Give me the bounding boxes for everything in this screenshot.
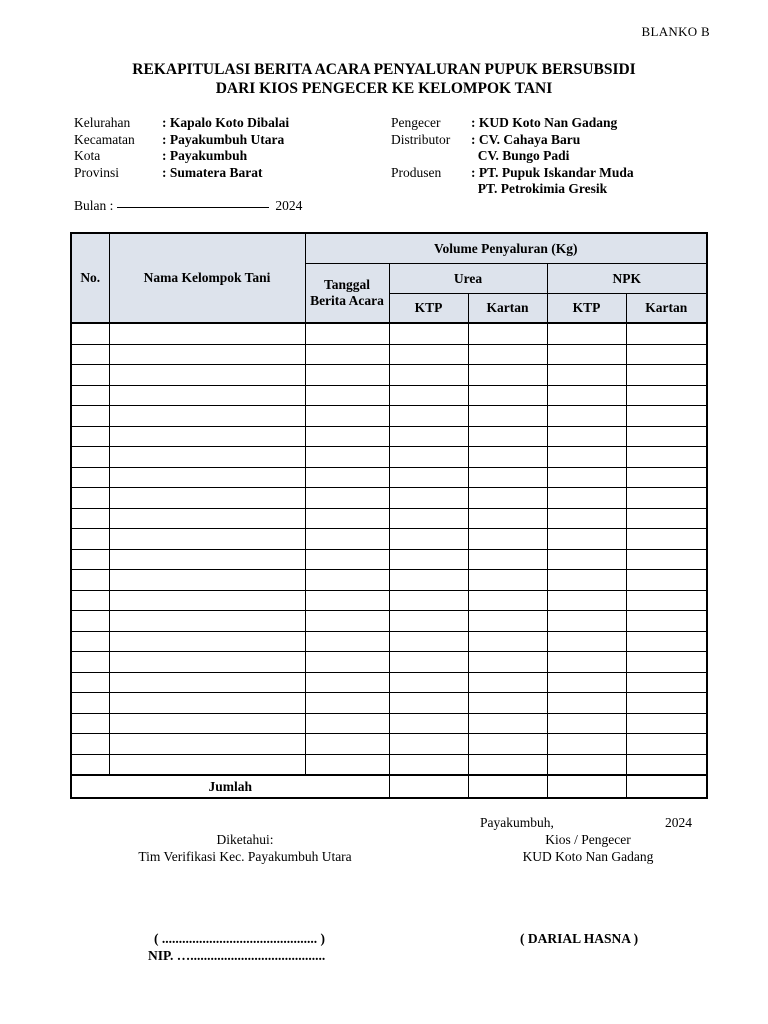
table-cell[interactable] (389, 693, 468, 714)
table-cell[interactable] (468, 693, 547, 714)
table-cell[interactable] (389, 365, 468, 386)
table-row (71, 488, 707, 509)
table-cell[interactable] (626, 652, 707, 673)
table-cell[interactable] (626, 590, 707, 611)
info-value: : Kapalo Koto Dibalai (162, 115, 290, 130)
table-cell[interactable] (109, 426, 305, 447)
table-cell[interactable] (109, 734, 305, 755)
table-row (71, 406, 707, 427)
table-row (71, 529, 707, 550)
signatory-nip-blank: NIP. …........................................ (148, 948, 326, 963)
table-cell[interactable] (71, 508, 109, 529)
table-cell[interactable] (389, 549, 468, 570)
table-cell[interactable] (71, 426, 109, 447)
total-label: Jumlah (71, 775, 389, 798)
info-label: Distributor (391, 131, 451, 147)
table-cell[interactable] (305, 508, 389, 529)
table-cell[interactable] (71, 570, 109, 591)
table-cell[interactable] (468, 713, 547, 734)
table-cell[interactable] (305, 611, 389, 632)
table-cell[interactable] (626, 467, 707, 488)
table-cell[interactable] (109, 529, 305, 550)
info-label: Kecamatan (74, 131, 135, 147)
table-cell[interactable] (547, 631, 626, 652)
header-npk-ktp: KTP (547, 294, 626, 324)
table-row (71, 570, 707, 591)
info-row-distributor (391, 132, 634, 149)
table-cell[interactable] (547, 447, 626, 468)
table-cell[interactable] (547, 344, 626, 365)
table-cell[interactable] (305, 693, 389, 714)
table-cell[interactable] (109, 447, 305, 468)
signatory-name-blank: ( .............................................. ) (154, 931, 325, 946)
info-row-produsen (391, 165, 634, 182)
info-label: Kota (74, 148, 101, 164)
table-cell[interactable] (305, 385, 389, 406)
table-cell[interactable] (71, 713, 109, 734)
table-cell[interactable] (389, 488, 468, 509)
table-cell[interactable] (109, 406, 305, 427)
table-cell[interactable] (71, 365, 109, 386)
table-cell[interactable] (71, 734, 109, 755)
header-nama-kelompok-tani: Nama Kelompok Tani (109, 233, 305, 323)
table-cell[interactable] (71, 488, 109, 509)
table-cell[interactable] (626, 447, 707, 468)
table-cell[interactable] (468, 529, 547, 550)
table-cell[interactable] (71, 406, 109, 427)
table-cell[interactable] (71, 631, 109, 652)
table-cell[interactable] (305, 590, 389, 611)
info-value: CV. Bungo Padi (471, 148, 570, 164)
info-row-kelurahan (74, 115, 289, 132)
table-row (71, 549, 707, 570)
table-cell[interactable] (389, 467, 468, 488)
table-cell[interactable] (109, 365, 305, 386)
info-value: : Payakumbuh (162, 148, 248, 164)
sig-left-line-1: Diketahui: (216, 832, 274, 847)
total-cell[interactable] (389, 775, 468, 798)
table-cell[interactable] (389, 406, 468, 427)
month-year: 2024 (275, 198, 303, 213)
table-cell[interactable] (626, 570, 707, 591)
info-value: : Sumatera Barat (162, 164, 263, 180)
info-row-kota (74, 148, 289, 165)
header-npk: NPK (547, 264, 707, 294)
distribution-table (70, 232, 708, 799)
table-cell[interactable] (626, 529, 707, 550)
table-cell[interactable] (305, 447, 389, 468)
table-cell[interactable] (547, 652, 626, 673)
table-cell[interactable] (305, 754, 389, 775)
total-row (71, 775, 707, 798)
table-cell[interactable] (305, 549, 389, 570)
header-npk-kartan: Kartan (626, 294, 707, 324)
table-cell[interactable] (305, 406, 389, 427)
table-cell[interactable] (71, 529, 109, 550)
header-volume-penyaluran: Volume Penyaluran (Kg) (305, 233, 707, 264)
table-cell[interactable] (547, 365, 626, 386)
header-urea: Urea (389, 264, 547, 294)
table-cell[interactable] (305, 529, 389, 550)
table-cell[interactable] (547, 549, 626, 570)
info-label (391, 148, 471, 165)
title-line-2: DARI KIOS PENGECER KE KELOMPOK TANI (215, 80, 553, 97)
document-title (0, 60, 768, 98)
table-cell[interactable] (305, 734, 389, 755)
table-cell[interactable] (109, 693, 305, 714)
info-value: : PT. Pupuk Iskandar Muda (471, 164, 634, 180)
table-cell[interactable] (71, 385, 109, 406)
table-cell[interactable] (389, 672, 468, 693)
table-cell[interactable] (389, 570, 468, 591)
table-cell[interactable] (547, 693, 626, 714)
table-cell[interactable] (547, 570, 626, 591)
table-cell[interactable] (71, 447, 109, 468)
info-row-pengecer (391, 115, 634, 132)
table-cell[interactable] (109, 488, 305, 509)
table-cell[interactable] (626, 693, 707, 714)
sig-right-line-2: KUD Koto Nan Gadang (522, 849, 654, 864)
info-label: Provinsi (74, 164, 120, 180)
header-urea-ktp: KTP (389, 294, 468, 324)
table-cell[interactable] (389, 590, 468, 611)
table-row (71, 631, 707, 652)
table-cell[interactable] (547, 426, 626, 447)
table-cell[interactable] (109, 590, 305, 611)
signatory-name-right: ( DARIAL HASNA ) (520, 931, 639, 946)
table-cell[interactable] (626, 365, 707, 386)
info-label: Produsen (391, 164, 442, 180)
total-cell[interactable] (547, 775, 626, 798)
table-cell[interactable] (305, 344, 389, 365)
table-row (71, 611, 707, 632)
total-cell[interactable] (626, 775, 707, 798)
form-code: BLANKO B (641, 24, 710, 39)
table-cell[interactable] (71, 344, 109, 365)
info-value: : Payakumbuh Utara (162, 131, 285, 147)
table-row (71, 590, 707, 611)
table-cell[interactable] (547, 590, 626, 611)
table-cell[interactable] (468, 447, 547, 468)
table-cell[interactable] (389, 631, 468, 652)
table-row (71, 693, 707, 714)
table-cell[interactable] (109, 652, 305, 673)
supplier-info (391, 115, 634, 198)
table-cell[interactable] (109, 611, 305, 632)
table-cell[interactable] (626, 611, 707, 632)
table-cell[interactable] (109, 713, 305, 734)
table-cell[interactable] (626, 508, 707, 529)
table-cell[interactable] (109, 385, 305, 406)
signature-block-right (468, 831, 708, 865)
table-row (71, 344, 707, 365)
table-cell[interactable] (71, 693, 109, 714)
table-cell[interactable] (626, 549, 707, 570)
table-cell[interactable] (468, 344, 547, 365)
table-cell[interactable] (305, 652, 389, 673)
place-date (480, 815, 692, 831)
table-row (71, 508, 707, 529)
info-label (391, 181, 471, 198)
place-year: 2024 (665, 815, 692, 830)
table-cell[interactable] (389, 323, 468, 344)
table-cell[interactable] (626, 754, 707, 775)
table-cell[interactable] (109, 754, 305, 775)
table-cell[interactable] (305, 467, 389, 488)
table-row (71, 426, 707, 447)
location-info (74, 115, 289, 181)
table-row (71, 734, 707, 755)
table-cell[interactable] (547, 734, 626, 755)
month-label: Bulan : (74, 198, 114, 213)
info-label: Pengecer (391, 115, 441, 130)
table-cell[interactable] (305, 570, 389, 591)
table-row (71, 713, 707, 734)
info-row-kecamatan (74, 132, 289, 149)
table-cell[interactable] (71, 590, 109, 611)
month-blank-line[interactable] (117, 207, 269, 208)
table-cell[interactable] (109, 323, 305, 344)
table-cell[interactable] (109, 508, 305, 529)
table-cell[interactable] (547, 713, 626, 734)
table-cell[interactable] (468, 365, 547, 386)
info-row-distributor-2 (391, 148, 634, 165)
table-cell[interactable] (547, 508, 626, 529)
table-cell[interactable] (626, 734, 707, 755)
table-cell[interactable] (626, 344, 707, 365)
table-cell[interactable] (547, 406, 626, 427)
table-cell[interactable] (389, 508, 468, 529)
table-cell[interactable] (468, 754, 547, 775)
sig-right-line-1: Kios / Pengecer (545, 832, 631, 847)
table-cell[interactable] (389, 426, 468, 447)
table-cell[interactable] (305, 323, 389, 344)
table-cell[interactable] (109, 467, 305, 488)
table-cell[interactable] (468, 672, 547, 693)
table-cell[interactable] (305, 631, 389, 652)
signature-block-left (90, 831, 400, 865)
table-row (71, 467, 707, 488)
info-row-produsen-2 (391, 181, 634, 198)
table-cell[interactable] (547, 611, 626, 632)
table-cell[interactable] (468, 426, 547, 447)
table-cell[interactable] (626, 406, 707, 427)
info-value: PT. Petrokimia Gresik (471, 181, 608, 197)
table-cell[interactable] (468, 385, 547, 406)
header-urea-kartan: Kartan (468, 294, 547, 324)
table-cell[interactable] (389, 344, 468, 365)
table-cell[interactable] (547, 672, 626, 693)
table-cell[interactable] (468, 508, 547, 529)
table-cell[interactable] (389, 611, 468, 632)
table-row (71, 385, 707, 406)
table-row (71, 672, 707, 693)
info-value: : KUD Koto Nan Gadang (471, 115, 618, 130)
table-cell[interactable] (468, 652, 547, 673)
table-cell[interactable] (626, 631, 707, 652)
table-cell[interactable] (389, 734, 468, 755)
table-cell[interactable] (468, 590, 547, 611)
table-cell[interactable] (626, 426, 707, 447)
month-field (74, 198, 302, 214)
header-tanggal-berita-acara: Tanggal Berita Acara (305, 264, 389, 324)
table-cell[interactable] (109, 344, 305, 365)
table-cell[interactable] (468, 631, 547, 652)
info-row-provinsi (74, 165, 289, 182)
table-cell[interactable] (109, 570, 305, 591)
table-cell[interactable] (305, 672, 389, 693)
table-cell[interactable] (71, 467, 109, 488)
table-cell[interactable] (389, 754, 468, 775)
table-cell[interactable] (547, 529, 626, 550)
table-cell[interactable] (109, 631, 305, 652)
table-cell[interactable] (468, 467, 547, 488)
table-cell[interactable] (71, 754, 109, 775)
table-cell[interactable] (468, 611, 547, 632)
table-cell[interactable] (468, 488, 547, 509)
table-cell[interactable] (305, 488, 389, 509)
table-cell[interactable] (468, 570, 547, 591)
table-cell[interactable] (109, 672, 305, 693)
table-cell[interactable] (468, 734, 547, 755)
table-cell[interactable] (71, 323, 109, 344)
table-cell[interactable] (626, 488, 707, 509)
table-row (71, 323, 707, 344)
table-body (71, 323, 707, 775)
table-cell[interactable] (109, 549, 305, 570)
header-no: No. (71, 233, 109, 323)
table-cell[interactable] (389, 713, 468, 734)
table-row (71, 754, 707, 775)
table-cell[interactable] (71, 652, 109, 673)
info-value: : CV. Cahaya Baru (471, 131, 581, 147)
table-cell[interactable] (305, 365, 389, 386)
sig-left-line-2: Tim Verifikasi Kec. Payakumbuh Utara (138, 849, 352, 864)
table-cell[interactable] (547, 323, 626, 344)
table-cell[interactable] (71, 549, 109, 570)
place-text: Payakumbuh, (480, 815, 554, 830)
table-cell[interactable] (547, 385, 626, 406)
info-label: Kelurahan (74, 115, 131, 130)
table-row (71, 652, 707, 673)
table-cell[interactable] (547, 488, 626, 509)
table-cell[interactable] (547, 467, 626, 488)
table-row (71, 447, 707, 468)
table-cell[interactable] (305, 713, 389, 734)
table-cell[interactable] (547, 754, 626, 775)
table-cell[interactable] (389, 652, 468, 673)
table-row (71, 365, 707, 386)
table-cell[interactable] (468, 549, 547, 570)
table-cell[interactable] (71, 611, 109, 632)
table-cell[interactable] (626, 385, 707, 406)
table-cell[interactable] (468, 323, 547, 344)
table-cell[interactable] (305, 426, 389, 447)
total-cell[interactable] (468, 775, 547, 798)
table-cell[interactable] (71, 672, 109, 693)
table-cell[interactable] (626, 323, 707, 344)
table-cell[interactable] (626, 713, 707, 734)
table-cell[interactable] (389, 385, 468, 406)
table-cell[interactable] (389, 447, 468, 468)
table-cell[interactable] (389, 529, 468, 550)
table-cell[interactable] (468, 406, 547, 427)
title-line-1: REKAPITULASI BERITA ACARA PENYALURAN PUPUK BERSUBSIDI (132, 61, 636, 78)
table-cell[interactable] (626, 672, 707, 693)
